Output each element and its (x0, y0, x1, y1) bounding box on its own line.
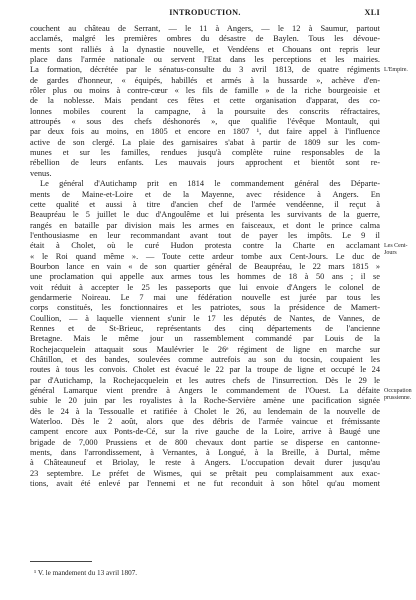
text-line: gendarmerie Noireau. Le 7 mai une fédération nouvelle est jurée par tous les (30, 292, 380, 302)
text-line: venus. (30, 168, 52, 178)
footnote-rule (30, 561, 92, 562)
text-line: munes et sur les familles, rendues jusqu'à complète ruine responsables de la (30, 148, 380, 158)
text-line: de gardes d'honneur, « équipés, habillés et armés à la hussarde », achève d'en- (30, 75, 380, 85)
text-line: était à Cholet, où le curé Hudon protesta contre la Charte en acclamant (30, 241, 380, 251)
running-header (30, 8, 380, 22)
text-line: cette qualité et aussi à titre d'ancien chef de l'armée vendéenne, il reçut à (30, 199, 380, 209)
margin-note-line: prussienne. (384, 395, 412, 402)
text-line: par deux fois au moins, en 1805 et encore en 1807 ¹, dut faire appel à l'influence (30, 127, 380, 137)
body-text (30, 24, 380, 489)
text-line: Le général d'Autichamp prit en 1814 le commandement général des Départe- (40, 179, 380, 189)
text-line: rangés en bataille par division mais les armes en faisceaux, et dont le prince calma (30, 220, 380, 230)
text-line: Bretagne. Mais le même jour un rassemblement commandé par Louis de la (30, 334, 380, 344)
text-line: Beaupréau le 5 juillet le duc d'Angoulême et lui présenta les survivants de la guerre, (30, 210, 380, 220)
text-line: Châtillon, et des bandes, soulevées comme autrefois au son du tocsin, coupaient les (30, 355, 380, 364)
text-line: corps constitués, les fonctionnaires et les patriotes, sous la présidence de Mamert- (30, 303, 380, 313)
text-line: brigade de 7,000 Prussiens et de 800 chevaux dont partie se disperse en cantonne- (30, 437, 380, 447)
text-line: couchent au château de Serrant, — le 11 à Angers, — le 12 à Saumur, partout (30, 24, 380, 33)
margin-note (384, 67, 416, 74)
text-line: Rochejacquelein attaquait sous Maulévrier le 26ᵉ régiment de ligne en marche sur (30, 344, 380, 354)
text-line: l'enthousiasme en leur recommandant avant tout de payer les impôts. Le 9 il (30, 230, 380, 240)
text-line: tions, avait été enlevé par l'ennemi et ne fut reconduit à son hôtel qu'au moment (30, 479, 380, 489)
margin-note-line: L'Empire. (384, 67, 408, 74)
text-line: acclamés, malgré les premières ombres du désastre de Baylen. Tous les dévoue- (30, 34, 380, 44)
text-line: Rennes et de St-Brieuc, représentants des cinq départements de l'ancienne (30, 323, 380, 333)
text-line: dès le 24 à la Tessoualle et ratifiée à Cholet le 26, au lendemain de la nouvelle de (30, 406, 380, 416)
text-line: ments sont ralliés à la dynastie nouvelle, et Vendéens et Chouans ont repris leur (30, 44, 380, 54)
text-line: de la noblesse. Mais pendant ces fêtes et cette organisation d'apparat, des co- (30, 96, 380, 106)
margin-note-line: Les Cent-Jours (384, 243, 408, 257)
page-number: XLI (364, 8, 380, 17)
text-line: à Châteauneuf et Briolay, le reste à Angers. L'occupation devait durer jusqu'au (30, 458, 380, 468)
text-line: routes à tous les convois. Cholet est évacué le 22 par la troupe de ligne et occupé le 24 (30, 365, 380, 375)
text-line: voit réduit à accepter le 25 les passeports que lui envoie d'Angers le colonel de (30, 282, 380, 292)
text-line: ments, dans l'arrondissement, à Vernantes, à Longué, à la Breille, à Durtal, même (30, 448, 380, 458)
text-line: par d'Autichamp, la Rochejacquelein et les autres chefs de l'insurrection. Dès le 29 le (30, 375, 380, 385)
text-line: place dans l'armée nationale ou servent l'Etat dans les perceptions et les mairies. (30, 55, 380, 65)
text-line: active de son clergé. La plaie des garnisaires s'abat à partir de 1809 sur les com- (30, 137, 380, 147)
text-line: Coullion, — à laquelle viennent s'unir le 17 les députés de Nantes, de Vannes, de (30, 313, 380, 323)
page-title: INTRODUCTION. (169, 8, 241, 17)
text-line: Bourbon lance en vain « de son quartier général de Beaupréau, le 22 mars 1815 » (30, 261, 380, 271)
text-line: lonnes mobiles courent la campagne, à la poursuite des conscrits réfractaires, (30, 106, 380, 116)
text-line: rébellion de leurs enfants. Les mauvais jours approchent et bientôt sont re- (30, 158, 380, 168)
text-line: ments de Maine-et-Loire et de la Mayenne, avec résidence à Angers. En (30, 189, 380, 199)
text-line: 23 septembre. Le préfet de Wismes, qui se prêtait peu complaisamment aux exac- (30, 468, 380, 478)
text-line: Waterloo. Dès le 2 août, alors que des débris de l'armée vaincue et frémissante (30, 417, 380, 427)
text-line: campent encore aux Ponts-de-Cé, sur la rive gauche de la Loire, arrive à Baugé une (30, 427, 380, 437)
margin-note-line: Occupation (384, 388, 412, 395)
text-line: général Lamarque vient prendre à Angers le commandement de l'Ouest. La défaite (30, 386, 380, 396)
margin-note (384, 388, 416, 402)
margin-note (384, 243, 416, 257)
text-line: La formation, décrétée par le sénatus-consulte du 3 avril 1813, de quatre régiments (30, 65, 380, 75)
text-line: rôler plus ou moins à contre-cœur « les fils de famille » de la riche bourgeoisie et (30, 86, 380, 96)
text-line: une proclamation qui appelle aux armes tous les hommes de 18 à 50 ans ; il se (30, 272, 380, 282)
footnote: ¹ V. le mandement du 13 avril 1807. (34, 569, 138, 577)
text-line: subie le 20 juin par les royalistes à la Roche-Servière amène une pacification signée (30, 396, 380, 406)
text-line: « le Roi quand même ». — Toute cette ardeur tombe aux Cent-Jours. Le duc de (30, 251, 380, 261)
text-line: attroupés « sous des chefs déshonorés », que qualifie l'évêque Montault, qui (30, 117, 380, 127)
